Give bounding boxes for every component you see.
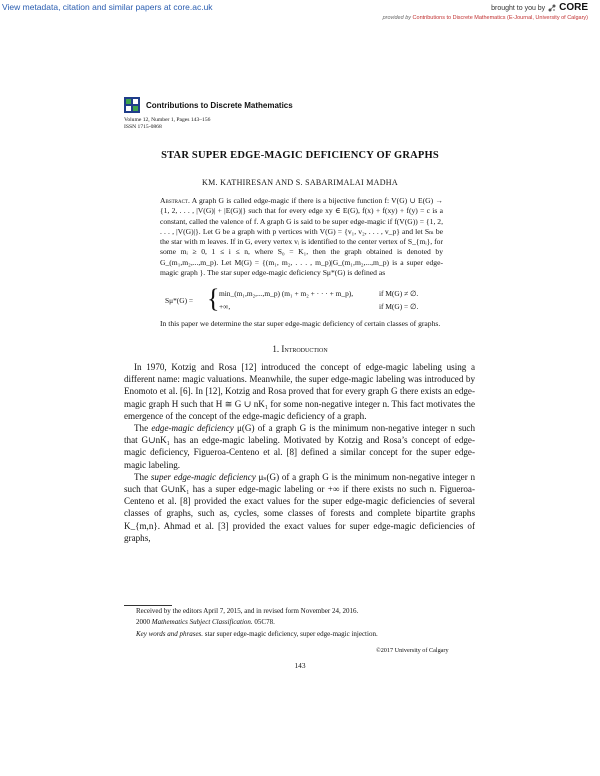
paragraph-1: In 1970, Kotzig and Rosa [12] introduced the concept of edge-magic labeling using a different name: magic valuations. Meanwhile, the super edge-magic labeling was introduced by Enomoto et al. [6]. In [12], Kotzig and Rosa proved that for every graph G there exists an edge-magic graph H such that H ≅ G ∪ nK₁ for some non-negative integer n. This fact motivates the emergence of the concept of the edge-magic deficiency of a graph. [124, 362, 475, 421]
p2-term: edge-magic deficiency [151, 423, 234, 434]
provided-by-line [383, 15, 588, 21]
p3-term: super edge-magic deficiency [150, 471, 256, 482]
paper-authors: KM. KATHIRESAN AND S. SABARIMALAI MADHA [202, 178, 398, 187]
journal-name: Contributions to Discrete Mathematics [146, 100, 293, 110]
keywords-label: Key words and phrases. [136, 629, 204, 638]
formula-lhs: Sμ*(G) = [165, 296, 194, 305]
section-number: 1. [272, 344, 280, 354]
paragraph-3 [124, 471, 475, 544]
core-name: CORE [559, 2, 588, 13]
keywords-text: star super edge-magic deficiency, super edge-magic injection. [204, 629, 378, 638]
core-metadata-link[interactable]: View metadata, citation and similar papers at core.ac.uk [2, 2, 213, 12]
abstract [160, 196, 443, 278]
brought-by-label: brought to you by [491, 5, 546, 12]
footnotes [136, 606, 481, 640]
p3-text: μₛ(G) of a graph G is the minimum non-negative integer n such that G∪nK₁ has a super edge-magic labeling or +∞ if there exists no such n. Figueroa-Centeno et al. [8] provided the exact values for the super edge-magic deficiencies of several classes of graphs, such as, cycles, some classes of forests and complete bipartite graphs K_{m,n}. Ahmad et al. [3] provided the exact values for super edge-magic deficiencies of graphs, [124, 471, 476, 543]
keywords-note [136, 629, 481, 640]
journal-logo-icon [124, 97, 140, 113]
volume-line: Volume 12, Number 1, Pages 143–156 [124, 117, 211, 123]
section-title: Introduction [281, 344, 328, 354]
provided-source[interactable]: Contributions to Discrete Mathematics (E-Journal, University of Calgary) [412, 15, 588, 21]
copyright: ©2017 University of Calgary [376, 647, 449, 654]
msc-year: 2000 [136, 618, 150, 627]
formula-case2-cond: if M(G) = ∅. [379, 302, 419, 311]
core-banner [0, 0, 600, 20]
deficiency-formula [165, 284, 445, 315]
p2-text: μ(G) of a graph G is the minimum non-negative integer n such that G∪nK₁ has an edge-magic labeling. Motivated by Kotzig and Rosa’s concept of edge-magic deficiency, Figueroa-Centeno et al. [8] defined a similar concept for the super edge-magic labeling. [124, 423, 475, 470]
journal-header [124, 96, 293, 114]
abstract-conclusion: In this paper we determine the star super edge-magic deficiency of certain classes of graphs. [160, 319, 441, 328]
formula-case1-cond: if M(G) ≠ ∅. [379, 289, 419, 298]
abstract-text: A graph G is called edge-magic if there is a bijective function f: V(G) ∪ E(G) → {1, 2, . . . , |V(G)| + |E(G)|} such that for every edge xy ∈ E(G), f(x) + f(xy) + f(y) = c is a constant, called the valence of f. A graph G is said to be super edge-magic if f(V(G)) = {1, 2, . . . , |V(G)|}. Let G be a graph with p vertices with V(G) = {v₁, v₂, . . . , v_p} and let Sₘ be the star with m leaves. If in G, every vertex vᵢ is identified to the center vertex of S_{mᵢ}, for some mᵢ ≥ 0, 1 ≤ i ≤ n, where S₀ = K₁, then the graph obtained is denoted by G_(m₁,m₂,...,m_p). Let M(G) = {(m₁, m₂, . . . , m_p)|G_(m₁,m₂,...,m_p) is a super edge-magic graph }. The star super edge-magic deficiency Sμ*(G) is defined as [160, 196, 443, 278]
p3-pre: The [134, 471, 149, 482]
msc-note [136, 617, 481, 628]
formula-brace: { [207, 284, 220, 313]
received-note: Received by the editors April 7, 2015, and in revised form November 24, 2016. [136, 607, 359, 615]
formula-case2: +∞, [219, 302, 231, 311]
volume-info [124, 117, 210, 130]
section-heading [0, 344, 600, 354]
body-text [124, 361, 475, 544]
page-number: 143 [294, 661, 306, 670]
issn-line: ISSN 1715-0868 [124, 123, 162, 130]
core-brand[interactable] [491, 2, 588, 13]
p2-pre: The [134, 423, 149, 434]
msc-label: Mathematics Subject Classification. [151, 618, 253, 627]
formula-case1: min_(m₁,m₂,...,m_p) (m₁ + m₂ + · · · + m_p), [219, 289, 354, 298]
core-logo-icon [547, 3, 557, 13]
provided-prefix: provided by [382, 15, 412, 21]
abstract-label: Abstract. [160, 196, 190, 205]
msc-code: 05C78. [254, 618, 275, 627]
paragraph-2 [124, 422, 475, 471]
paper-title: STAR SUPER EDGE-MAGIC DEFICIENCY OF GRAPHS [161, 150, 439, 161]
